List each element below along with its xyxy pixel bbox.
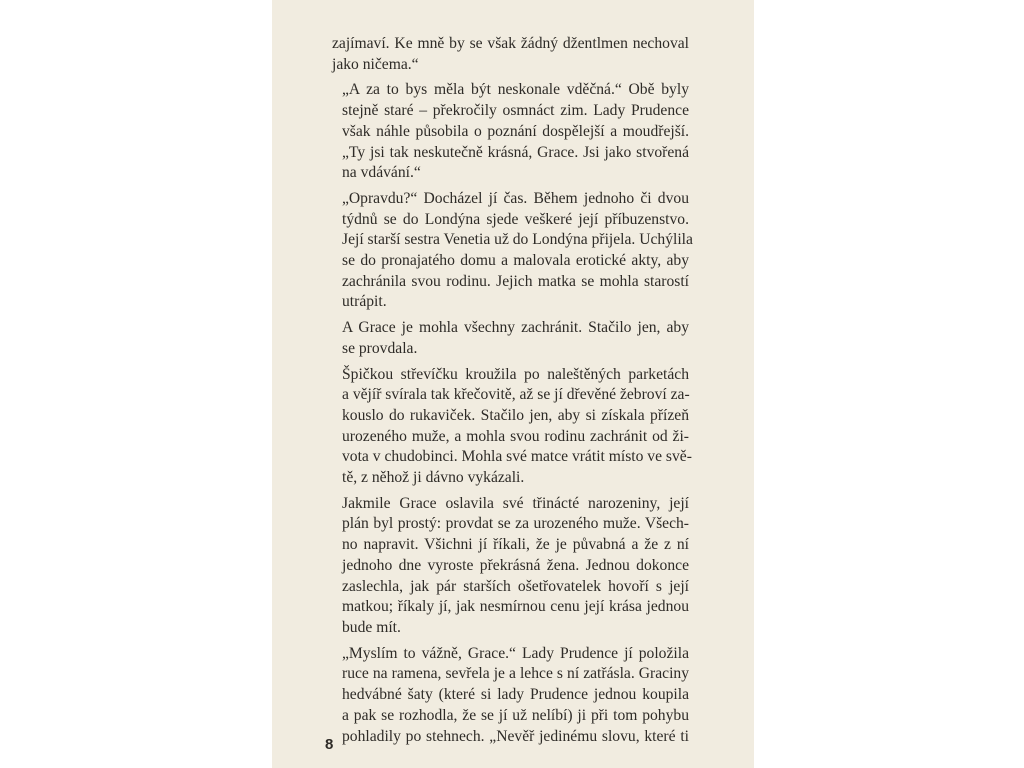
- text-line: zaslechla, jak pár starších ošetřovatelek hovoří s její: [342, 577, 689, 595]
- text-line: Špičkou střevíčku kroužila po naleštěných parketách: [342, 365, 689, 383]
- text-line: A Grace je mohla všechny zachránit. Stačilo jen, aby: [342, 319, 689, 337]
- paragraph: [332, 644, 689, 748]
- text-line: matkou; říkaly jí, jak nesmírnou cenu její krása jednou: [342, 598, 689, 616]
- text-line: tě, z něhož ji dávno vykázali.: [342, 469, 525, 487]
- paragraph: [332, 189, 693, 313]
- text-line: bude mít.: [342, 618, 401, 636]
- text-line: vota v chudobinci. Mohla své matce vrátit místo ve svě-: [342, 448, 692, 466]
- text-line: „Ty jsi tak neskutečně krásná, Grace. Jsi jako stvořená: [342, 143, 689, 161]
- text-line: „Opravdu?“ Docházel jí čas. Během jednoho či dvou: [342, 189, 689, 207]
- text-line: stejně staré – překročily osmnáct zim. Lady Prudence: [342, 102, 689, 120]
- paragraph: [332, 365, 692, 489]
- text-line: „Myslím to vážně, Grace.“ Lady Prudence jí položila: [342, 644, 689, 662]
- text-line: týdnů se do Londýna sjede veškeré její příbuzenstvo.: [342, 210, 689, 228]
- text-line: utrápit.: [342, 293, 387, 311]
- text-line: zajímaví. Ke mně by se však žádný džentlmen nechoval: [332, 35, 689, 52]
- paragraph: [332, 80, 689, 184]
- text-line: „A za to bys měla být neskonale vděčná.“ Obě byly: [342, 81, 689, 99]
- text-line: se do pronajatého domu a malovala erotické akty, aby: [342, 252, 689, 270]
- text-line: Její starší sestra Venetia už do Londýna přijela. Uchýlila: [342, 231, 693, 249]
- text-line: jako ničema.“: [332, 55, 419, 73]
- text-line: kouslo do rukaviček. Stačilo jen, aby si získala přízeň: [342, 406, 689, 424]
- text-line: no napravit. Všichni jí říkali, že je půvabná a že z ní: [342, 536, 689, 554]
- paragraph: [332, 494, 689, 639]
- text-line: a pak se rozhodla, že se jí už nelíbí) ji při tom pohybu: [342, 706, 689, 724]
- text-line: ruce na ramena, sevřela je a lehce s ní zatřásla. Graciny: [342, 665, 689, 683]
- text-line: jednoho dne vyroste překrásná žena. Jednou dokonce: [342, 556, 689, 574]
- text-line: a vějíř svírala tak křečovitě, až se jí dřevěné žebroví za-: [342, 386, 690, 404]
- text-line: na vdávání.“: [342, 164, 421, 182]
- page-number: 8: [325, 736, 334, 753]
- text-line: pohladily po stehnech. „Nevěř jedinému slovu, které ti: [342, 727, 689, 745]
- text-line: plán byl prostý: provdat se za urozeného muže. Všech-: [342, 515, 689, 533]
- body-text: [332, 34, 693, 747]
- text-line: urozeného muže, a mohla svou rodinu zachránit od ži-: [342, 427, 689, 445]
- book-page: [272, 0, 754, 768]
- text-line: však náhle působila o poznání dospělejší a moudřejší.: [342, 122, 689, 140]
- text-line: Jakmile Grace oslavila své třinácté narozeniny, její: [342, 494, 689, 512]
- paragraph: [332, 318, 689, 359]
- text-line: zachránila svou rodinu. Jejich matka se mohla starostí: [342, 272, 689, 290]
- paragraph: [332, 34, 689, 75]
- text-line: hedvábné šaty (které si lady Prudence jednou koupila: [342, 686, 689, 704]
- text-line: se provdala.: [342, 339, 418, 357]
